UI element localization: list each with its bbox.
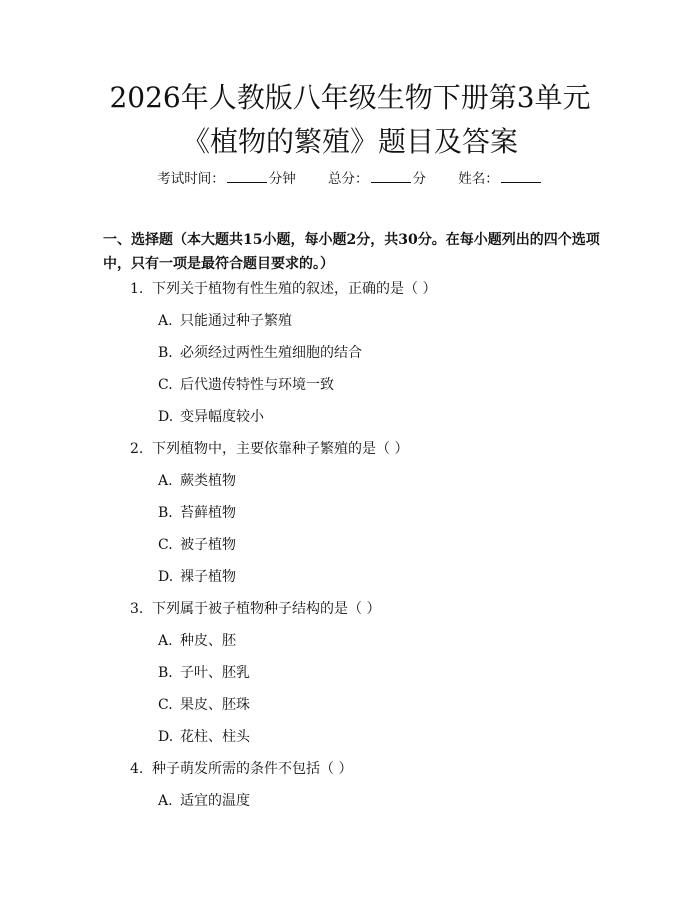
option-text: 果皮、胚珠 [180,697,250,713]
option-letter: D. [158,569,174,585]
answer-option[interactable] [130,407,600,439]
question-number: 2. [130,441,144,457]
answer-option[interactable] [130,727,600,759]
option-letter: A. [158,633,173,649]
answer-option[interactable] [130,343,600,375]
option-text: 适宜的温度 [180,793,250,809]
page-title: 2026年人教版八年级生物下册第3单元《植物的繁殖》题目及答案 [109,81,591,158]
option-letter: C. [158,537,173,553]
answer-option[interactable] [130,791,600,823]
option-text: 种皮、胚 [180,633,236,649]
option-text: 只能通过种子繁殖 [180,313,292,329]
option-letter: B. [158,665,173,681]
answer-option[interactable] [130,503,600,535]
answer-option[interactable] [130,311,600,343]
question-stem [130,279,600,311]
option-text: 后代遗传特性与环境一致 [180,377,334,393]
option-letter: D. [158,409,174,425]
answer-option[interactable] [130,663,600,695]
answer-option[interactable] [130,375,600,407]
total-score-unit: 分 [412,171,426,187]
question-stem [130,759,600,791]
option-text: 变异幅度较小 [180,409,264,425]
exam-time-field [157,168,296,189]
section-heading: 一、选择题（本大题共15小题，每小题2分，共30分。在每小题列出的四个选项中，只有一项是最符合题目要求的。） [103,232,600,272]
exam-meta [0,168,700,189]
question-text: 下列关于植物有性生殖的叙述，正确的是（ ） [152,281,437,297]
total-score-field [328,168,426,189]
option-text: 苔藓植物 [180,505,236,521]
answer-option[interactable] [130,631,600,663]
question-number: 1. [130,281,144,297]
option-text: 蕨类植物 [180,473,236,489]
question-text: 种子萌发所需的条件不包括（ ） [152,761,353,777]
option-letter: C. [158,697,173,713]
option-text: 子叶、胚乳 [180,665,250,681]
option-letter: B. [158,505,173,521]
option-letter: A. [158,473,173,489]
answer-option[interactable] [130,695,600,727]
student-name-label: 姓名： [458,171,499,187]
question-list [130,279,600,823]
option-text: 必须经过两性生殖细胞的结合 [180,345,362,361]
option-text: 被子植物 [180,537,236,553]
exam-time-label: 考试时间： [157,171,225,187]
exam-time-unit: 分钟 [268,171,296,187]
option-text: 花柱、柱头 [180,729,250,745]
student-name-blank [501,168,541,183]
question-number: 4. [130,761,144,777]
question-stem [130,599,600,631]
option-letter: A. [158,793,173,809]
option-letter: A. [158,313,173,329]
option-letter: B. [158,345,173,361]
total-score-label: 总分： [328,171,369,187]
student-name-field [458,168,543,189]
question-text: 下列植物中，主要依靠种子繁殖的是（ ） [152,441,409,457]
total-score-blank [371,168,411,183]
option-letter: D. [158,729,174,745]
answer-option[interactable] [130,535,600,567]
answer-option[interactable] [130,471,600,503]
exam-time-blank [227,168,267,183]
answer-option[interactable] [130,567,600,599]
question-text: 下列属于被子植物种子结构的是（ ） [152,601,381,617]
question-stem [130,439,600,471]
option-text: 裸子植物 [180,569,236,585]
option-letter: C. [158,377,173,393]
question-number: 3. [130,601,144,617]
